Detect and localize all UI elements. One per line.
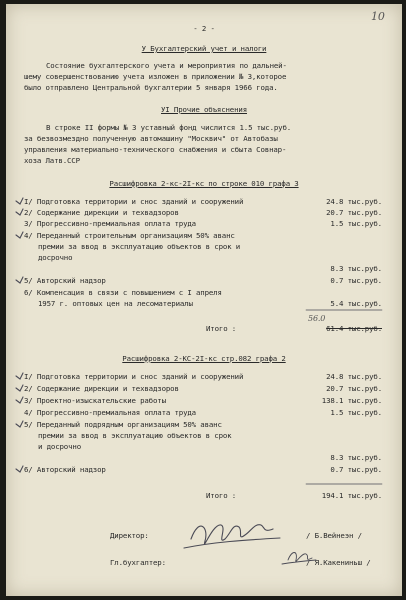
section5-line: Состояние бухгалтерского учета и мероприятия по дальней- [46,61,287,70]
director-role: Директор: [110,531,149,540]
section5-line: было отправлено Центральной бухгалтерии 5 января 1966 года. [24,83,278,92]
table1-row-value: 5.4 тыс.руб. [330,299,382,308]
table1-row-value: 8.3 тыс.руб. [330,264,382,273]
archive-page-number: 10 [371,10,385,23]
section6-heading: УI Прочие объяснения [161,105,247,114]
tick-mark [16,397,23,403]
section5-line: шему совершенствованию учета изложен в приложении № 3,которое [24,72,287,81]
handwritten-correction: 56.0 [308,314,326,323]
table1-row-value: 20.7 тыс.руб. [326,208,382,217]
table1-row-label: I/ Подготовка территории и снос зданий и сооружений [24,197,244,206]
tick-mark [16,373,23,379]
table1-row-value: 0.7 тыс.руб. [330,276,382,285]
table1-row-label: 1957 г. оптовых цен на лесоматериалы [38,299,193,308]
tick-mark [16,209,23,215]
section6-line: за безвозмездно полученную автомашину "Москвич" от Автобазы [24,134,278,143]
table2-row-label: 3/ Проектно-изыскательские работы [24,396,166,405]
table1-total-label: Итого : [206,324,237,333]
table1-row-label: досрочно [38,253,73,262]
table2-row-value: 8.3 тыс.руб. [330,453,382,462]
section6-line: В строке II формы № 3 уставный фонд числится 1.5 тыс.руб. [46,123,292,132]
section6-line: хоза Латв.ССР [24,156,80,165]
table2-row-value: 138.1 тыс.руб. [321,396,382,405]
table1-row-label: 3/ Прогрессивно-премиальная оплата труда [24,219,196,228]
table2-row-value: 0.7 тыс.руб. [330,465,382,474]
table1-row-value: 1.5 тыс.руб. [330,219,382,228]
table2-total-label: Итого : [206,491,237,500]
section5-heading: У Бухгалтерский учет и налоги [141,44,267,53]
tick-mark [16,232,23,238]
chief-accountant-name: / Я.Какениньш / [306,558,371,567]
chief-accountant-role: Гл.бухгалтер: [110,558,166,567]
chief-accountant-signature [282,553,316,565]
table2-heading: Расшифровка 2-КС-2I-кс стр.082 графа 2 [122,354,286,363]
document-page [6,4,402,596]
tick-mark [16,198,23,204]
table1-row-label: 6/ Компенсация в связи с повышением с I апреля [24,288,222,297]
table1-total-value: 61.4 тыс.руб. [326,324,382,333]
tick-mark [16,277,23,283]
tick-mark [16,466,23,472]
table2-total-value: 194.1 тыс.руб. [321,491,382,500]
table2-row-label: и досрочно [38,442,81,451]
table2-row-label: премии за ввод в эксплуатацию объектов в срок [38,431,232,440]
table2-row-label: 6/ Авторский надзор [24,465,106,474]
table2-row-label: I/ Подготовка территории и снос зданий и сооружений [24,372,244,381]
section6-line: управления материально-технического снабжения и сбыта Совнар- [24,145,287,154]
table1-row-value: 24.8 тыс.руб. [326,197,382,206]
table2-row-label: 2/ Содержание дирекции и техвадзоров [24,384,179,393]
table2-row-value: 1.5 тыс.руб. [330,408,382,417]
table2-row-label: 4/ Прогрессивно-премиальная оплата труда [24,408,196,417]
table2-row-label: 5/ Переданный подрядным организациям 50% аванс [24,420,222,429]
tick-mark [16,421,23,427]
director-name: / Б.Вейнеэн / [306,531,362,540]
tick-mark [16,385,23,391]
handwriting-overlay [6,4,402,596]
page-number: - 2 - [193,24,215,33]
table1-row-label: 4/ Переданный строительным организациям 50% аванс [24,231,235,240]
table1-heading: Расшифровка 2-кс-2I-кс по строке 010 графа 3 [109,179,299,188]
table1-row-label: премии за ввод в эксплуатацию объектов в срок и [38,242,241,251]
table2-row-value: 20.7 тыс.руб. [326,384,382,393]
director-signature [184,525,280,548]
table2-row-value: 24.8 тыс.руб. [326,372,382,381]
table1-row-label: 5/ Авторский надзор [24,276,106,285]
table1-row-label: 2/ Содержание дирекции и техвадзоров [24,208,179,217]
